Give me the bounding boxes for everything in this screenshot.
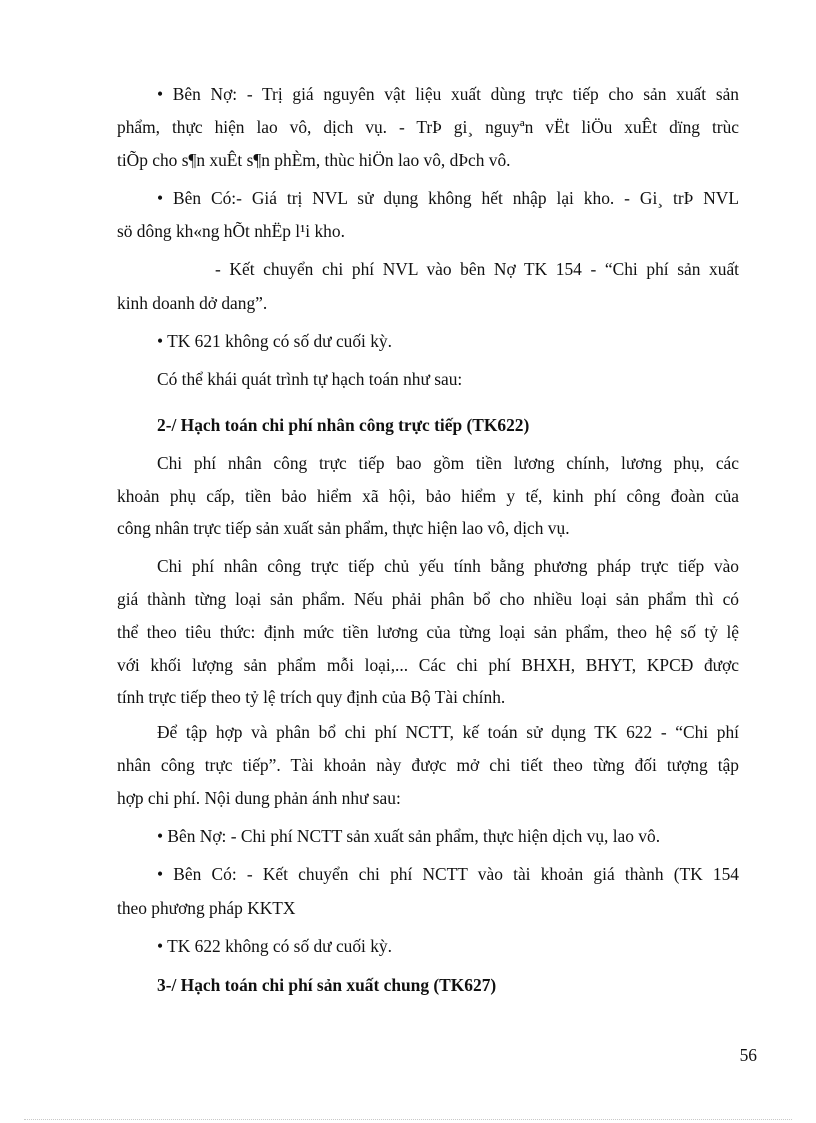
text-line: Chi phí nhân công trực tiếp bao gồm tiền lương chính, lương phụ, các — [157, 453, 739, 473]
text-line: công nhân trực tiếp sản xuất sản phẩm, thực hiện lao vô, dịch vụ. — [117, 518, 570, 538]
page-number: 56 — [739, 1045, 757, 1065]
section-heading: 3-/ Hạch toán chi phí sản xuất chung (TK627) — [157, 975, 497, 995]
page-bottom-border — [24, 1119, 792, 1120]
text-line: phẩm, thực hiện lao vô, dịch vụ. - TrÞ gi¸ nguyªn vËt liÖu xuÊt dïng trùc — [117, 117, 739, 137]
text-line: nhân công trực tiếp”. Tài khoản này được mở chi tiết theo từng đối tượng tập — [117, 755, 739, 775]
text-line: Chi phí nhân công trực tiếp chủ yếu tính bằng phương pháp trực tiếp vào — [157, 556, 739, 576]
text-line: hợp chi phí. Nội dung phản ánh như sau: — [117, 788, 401, 808]
text-line: với khối lượng sản phẩm mỗi loại,... Các chi phí BHXH, BHYT, KPCĐ được — [117, 655, 739, 675]
text-line: kinh doanh dở dang”. — [117, 293, 268, 313]
text-line: giá thành từng loại sản phẩm. Nếu phải phân bổ cho nhiều loại sản phẩm thì có — [117, 589, 739, 609]
text-line: sö dông kh«ng hÕt nhËp l¹i kho. — [117, 221, 345, 241]
text-line: khoản phụ cấp, tiền bảo hiểm xã hội, bảo hiểm y tế, kinh phí công đoàn của — [117, 486, 739, 506]
text-line: tính trực tiếp theo tỷ lệ trích quy định của Bộ Tài chính. — [117, 687, 506, 707]
text-line: • Bên Nợ: - Chi phí NCTT sản xuất sản phẩm, thực hiện dịch vụ, lao vô. — [157, 826, 661, 846]
text-line: thể theo tiêu thức: định mức tiền lương của từng loại sản phẩm, theo hệ số tỷ lệ — [117, 622, 739, 642]
text-line: • TK 622 không có số dư cuối kỳ. — [157, 936, 392, 956]
text-line: Có thể khái quát trình tự hạch toán như sau: — [157, 369, 463, 389]
text-line: • TK 621 không có số dư cuối kỳ. — [157, 331, 392, 351]
text-line: Để tập hợp và phân bổ chi phí NCTT, kế toán sử dụng TK 622 - “Chi phí — [157, 722, 739, 742]
text-line: • Bên Nợ: - Trị giá nguyên vật liệu xuất dùng trực tiếp cho sản xuất sản — [157, 84, 739, 104]
section-heading: 2-/ Hạch toán chi phí nhân công trực tiếp (TK622) — [157, 415, 530, 435]
text-line: • Bên Có: - Kết chuyển chi phí NCTT vào tài khoản giá thành (TK 154 — [157, 864, 739, 884]
text-line: theo phương pháp KKTX — [117, 898, 296, 918]
text-line: • Bên Có:- Giá trị NVL sử dụng không hết nhập lại kho. - Gi¸ trÞ NVL — [157, 188, 739, 208]
text-line: - Kết chuyển chi phí NVL vào bên Nợ TK 154 - “Chi phí sản xuất — [215, 259, 739, 279]
text-line: tiÕp cho s¶n xuÊt s¶n phÈm, thùc hiÖn lao vô, dÞch vô. — [117, 150, 511, 170]
